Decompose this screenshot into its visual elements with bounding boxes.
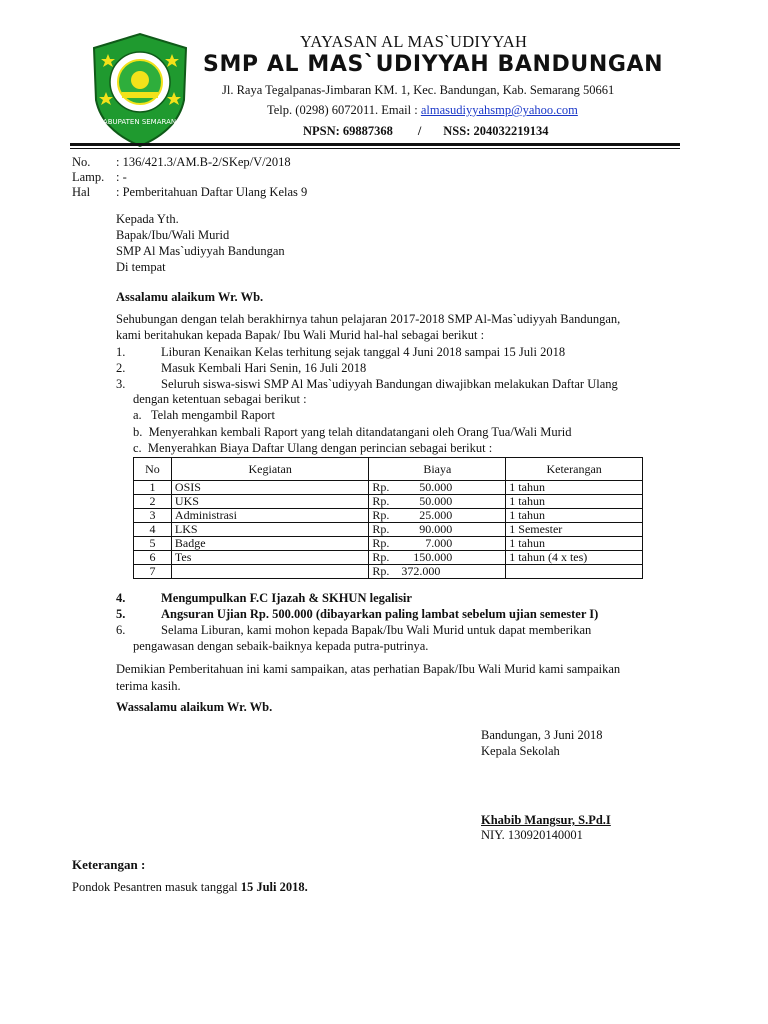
npsn-nss: NPSN: 69887368 / NSS: 204032219134 [303, 124, 549, 138]
closing-line1: Demikian Pemberitahuan ini kami sampaikan, atas perhatian Bapak/Ibu Wali Murid kami sampaikan [116, 662, 621, 676]
total-keterangan-empty [506, 565, 643, 579]
intro-line1: Sehubungan dengan telah berakhirnya tahun pelajaran 2017-2018 SMP Al-Mas`udiyyah Bandungan, [116, 312, 621, 326]
biaya-amount: 90.000 [419, 522, 453, 536]
row-no: 6 [134, 551, 172, 565]
row-no: 3 [134, 509, 172, 523]
item-5-text: Angsuran Ujian Rp. 500.000 (dibayarkan paling lambat sebelum ujian semester I) [161, 607, 599, 621]
note-text [72, 880, 308, 895]
row-keterangan: 1 Semester [506, 523, 643, 537]
logo-text-bottom: KABUPATEN SEMARANG [98, 118, 182, 126]
row-keterangan: 1 tahun [506, 481, 643, 495]
email-link[interactable]: almasudiyyahsmp@yahoo.com [420, 103, 578, 117]
row-biaya [369, 523, 506, 537]
table-row [134, 523, 643, 537]
item-3-continuation: dengan ketentuan sebagai berikut : [133, 392, 307, 406]
yayasan-name: YAYASAN AL MAS`UDIYYAH [300, 32, 528, 51]
intro-line2: kami beritahukan kepada Bapak/ Ibu Wali Murid hal-hal sebagai berikut : [116, 328, 485, 342]
item-1-text: Liburan Kenaikan Kelas terhitung sejak tanggal 4 Juni 2018 sampai 15 Juli 2018 [161, 345, 566, 359]
table-row [134, 495, 643, 509]
signature-place-date: Bandungan, 3 Juni 2018 [481, 728, 603, 742]
biaya-amount: 50.000 [419, 480, 453, 494]
item-4-number: 4. [116, 591, 126, 605]
row-kegiatan: Badge [171, 537, 368, 551]
item-6-number: 6. [116, 623, 126, 637]
hal-label: Hal [72, 185, 91, 199]
rp-label: Rp. [372, 536, 390, 550]
item-3a: a. Telah mengambil Raport [133, 408, 275, 422]
table-row [134, 551, 643, 565]
row-keterangan: 1 tahun [506, 495, 643, 509]
table-total-row [134, 565, 643, 579]
row-biaya [369, 495, 506, 509]
header-kegiatan: Kegiatan [171, 458, 368, 481]
row-biaya [369, 537, 506, 551]
table-row [134, 537, 643, 551]
recipient-line2: Bapak/Ibu/Wali Murid [116, 228, 230, 242]
fee-table [133, 457, 643, 579]
item-3-text: Seluruh siswa-siswi SMP Al Mas`udiyyah Bandungan diwajibkan melakukan Daftar Ulang [161, 377, 618, 391]
note-text-prefix: Pondok Pesantren masuk tanggal [72, 880, 241, 894]
biaya-amount: 150.000 [413, 550, 453, 564]
row-keterangan: 1 tahun (4 x tes) [506, 551, 643, 565]
school-address: Jl. Raya Tegalpanas-Jimbaran KM. 1, Kec. Bandungan, Kab. Semarang 50661 [222, 83, 615, 97]
item-6-text: Selama Liburan, kami mohon kepada Bapak/Ibu Wali Murid untuk dapat memberikan [161, 623, 592, 637]
rp-label: Rp. [372, 494, 390, 508]
school-logo [88, 30, 192, 150]
row-biaya [369, 551, 506, 565]
school-name: SMP AL MAS`UDIYYAH BANDUNGAN [203, 52, 664, 77]
item-2-text: Masuk Kembali Hari Senin, 16 Juli 2018 [161, 361, 367, 375]
row-keterangan: 1 tahun [506, 537, 643, 551]
item-1-number: 1. [116, 345, 126, 359]
lamp-label: Lamp. [72, 170, 105, 184]
greeting: Assalamu alaikum Wr. Wb. [116, 290, 264, 304]
header-keterangan: Keterangan [506, 458, 643, 481]
total-amount: Rp. 372.000 [369, 565, 506, 579]
row-biaya [369, 509, 506, 523]
hal-value: : Pemberitahuan Daftar Ulang Kelas 9 [116, 185, 308, 199]
item-3-number: 3. [116, 377, 126, 391]
item-2-number: 2. [116, 361, 126, 375]
biaya-amount: 50.000 [419, 494, 453, 508]
recipient-line4: Di tempat [116, 260, 166, 274]
rp-label: Rp. [372, 480, 390, 494]
row-biaya [369, 481, 506, 495]
rp-label: Rp. [372, 550, 390, 564]
row-kegiatan: Administrasi [171, 509, 368, 523]
item-6-continuation: pengawasan dengan sebaik-baiknya kepada putra-putrinya. [133, 639, 429, 653]
lamp-value: : - [116, 170, 127, 184]
biaya-amount: 7.000 [425, 536, 453, 550]
signature-role: Kepala Sekolah [481, 744, 560, 758]
biaya-amount: 25.000 [419, 508, 453, 522]
item-3b: b. Menyerahkan kembali Raport yang telah ditandatangani oleh Orang Tua/Wali Murid [133, 425, 572, 439]
row-no: 4 [134, 523, 172, 537]
table-row [134, 481, 643, 495]
signature-name: Khabib Mangsur, S.Pd.I [481, 813, 611, 827]
row-kegiatan: LKS [171, 523, 368, 537]
total-no: 7 [134, 565, 172, 579]
row-no: 2 [134, 495, 172, 509]
header-biaya: Biaya [369, 458, 506, 481]
no-value: : 136/421.3/AM.B-2/SKep/V/2018 [116, 155, 291, 169]
item-3c: c. Menyerahkan Biaya Daftar Ulang dengan perincian sebagai berikut : [133, 441, 493, 455]
row-no: 5 [134, 537, 172, 551]
header-no: No [134, 458, 172, 481]
rp-label: Rp. [372, 508, 390, 522]
row-no: 1 [134, 481, 172, 495]
note-title: Keterangan : [72, 857, 146, 872]
no-label: No. [72, 155, 91, 169]
header-rule-thick [70, 143, 680, 146]
closing-salam: Wassalamu alaikum Wr. Wb. [116, 700, 273, 714]
row-kegiatan: Tes [171, 551, 368, 565]
row-keterangan: 1 tahun [506, 509, 643, 523]
signature-niy: NIY. 130920140001 [481, 828, 583, 842]
row-kegiatan: UKS [171, 495, 368, 509]
header-rule-thin [70, 148, 680, 149]
row-kegiatan: OSIS [171, 481, 368, 495]
recipient-line1: Kepada Yth. [116, 212, 179, 226]
table-row [134, 509, 643, 523]
total-kegiatan-empty [171, 565, 368, 579]
item-4-text: Mengumpulkan F.C Ijazah & SKHUN legalisir [161, 591, 412, 605]
note-text-date: 15 Juli 2018. [240, 880, 308, 894]
recipient-line3: SMP Al Mas`udiyyah Bandungan [116, 244, 285, 258]
closing-line2: terima kasih. [116, 679, 181, 693]
item-5-number: 5. [116, 607, 126, 621]
school-contact [267, 103, 578, 118]
rp-label: Rp. [372, 522, 390, 536]
table-header-row [134, 458, 643, 481]
telp-text: Telp. (0298) 6072011. Email : [267, 103, 421, 117]
